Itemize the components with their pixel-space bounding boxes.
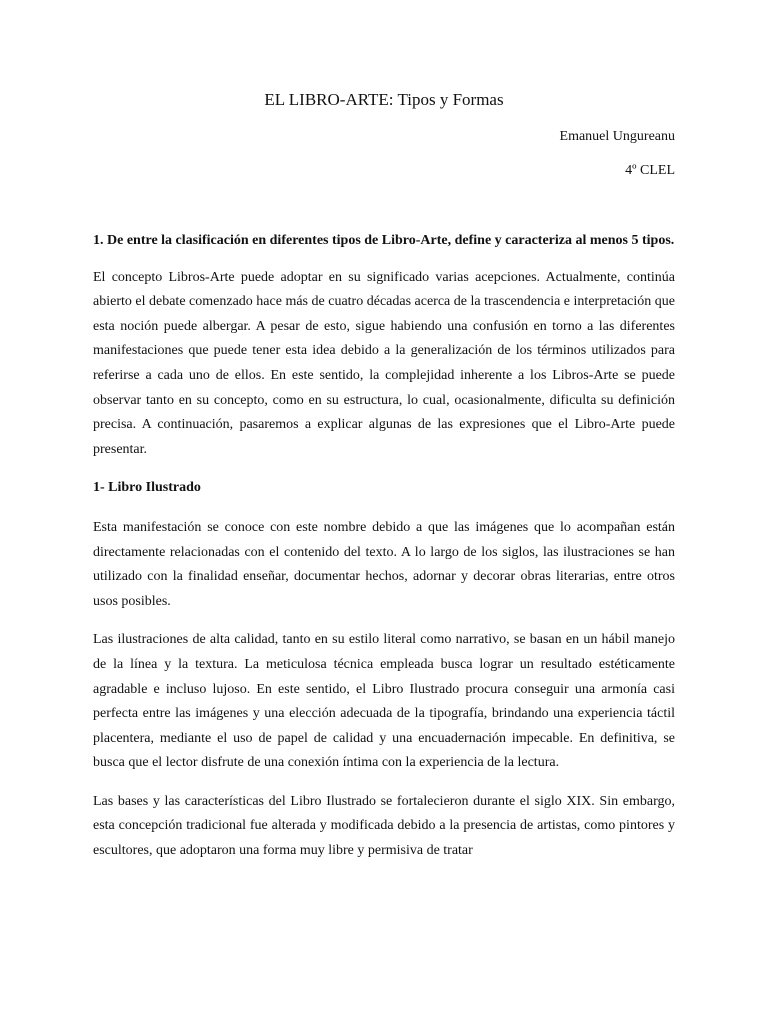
libro-ilustrado-paragraph-2: Las ilustraciones de alta calidad, tanto en su estilo literal como narrativo, se basan en un hábil manejo de la línea y la textura. La meticulosa técnica empleada busca lograr un resultado estéticamente agradable e incluso lujoso. En este sentido, el Libro Ilustrado procura conseguir una armonía casi perfecta entre las imágenes y una elección adecuada de la tipografía, brindando una experiencia táctil placentera, mediante el uso de papel de calidad y una encuadernación impecable. En definitiva, se busca que el lector disfrute de una conexión íntima con la experiencia de la lectura. xyxy=(93,632,675,771)
document-body xyxy=(93,229,675,878)
intro-paragraph: El concepto Libros-Arte puede adoptar en su significado varias acepciones. Actualmente, continúa abierto el debate comenzado hace más de cuatro décadas acerca de la trascendencia e interpretación que esta noción puede albergar. A pesar de esto, sigue habiendo una confusión en torno a las diferentes manifestaciones que puede tener esta idea debido a la generalización de los términos utilizados para referirse a cada uno de ellos. En este sentido, la complejidad inherente a los Libros-Arte se puede observar tanto en su concepto, como en su estructura, lo cual, ocasionalmente, dificulta su definición precisa. A continuación, pasaremos a explicar algunas de las expresiones que el Libro-Arte puede presentar. xyxy=(93,269,675,457)
author-name: Emanuel Ungureanu xyxy=(559,129,675,144)
document-page xyxy=(93,0,675,1024)
section-heading-libro-ilustrado: 1- Libro Ilustrado xyxy=(93,480,201,496)
libro-ilustrado-paragraph-1: Esta manifestación se conoce con este nombre debido a que las imágenes que lo acompañan están directamente relacionadas con el contenido del texto. A lo largo de los siglos, las ilustraciones se han utilizado con la finalidad enseñar, documentar hechos, adornar y decorar obras literarias, entre otros usos posibles. xyxy=(93,519,675,609)
libro-ilustrado-paragraph-3: Las bases y las características del Libro Ilustrado se fortalecieron durante el siglo XIX. Sin embargo, esta concepción tradicional fue alterada y modificada debido a la presencia de artistas, como pintores y escultores, que adoptaron una forma muy libre y permisiva de tratar xyxy=(93,793,675,859)
course-label: 4º CLEL xyxy=(625,163,675,178)
document-title: EL LIBRO-ARTE: Tipos y Formas xyxy=(264,90,504,109)
question-heading: 1. De entre la clasificación en diferentes tipos de Libro-Arte, define y caracteriza al menos 5 tipos. xyxy=(93,233,675,248)
